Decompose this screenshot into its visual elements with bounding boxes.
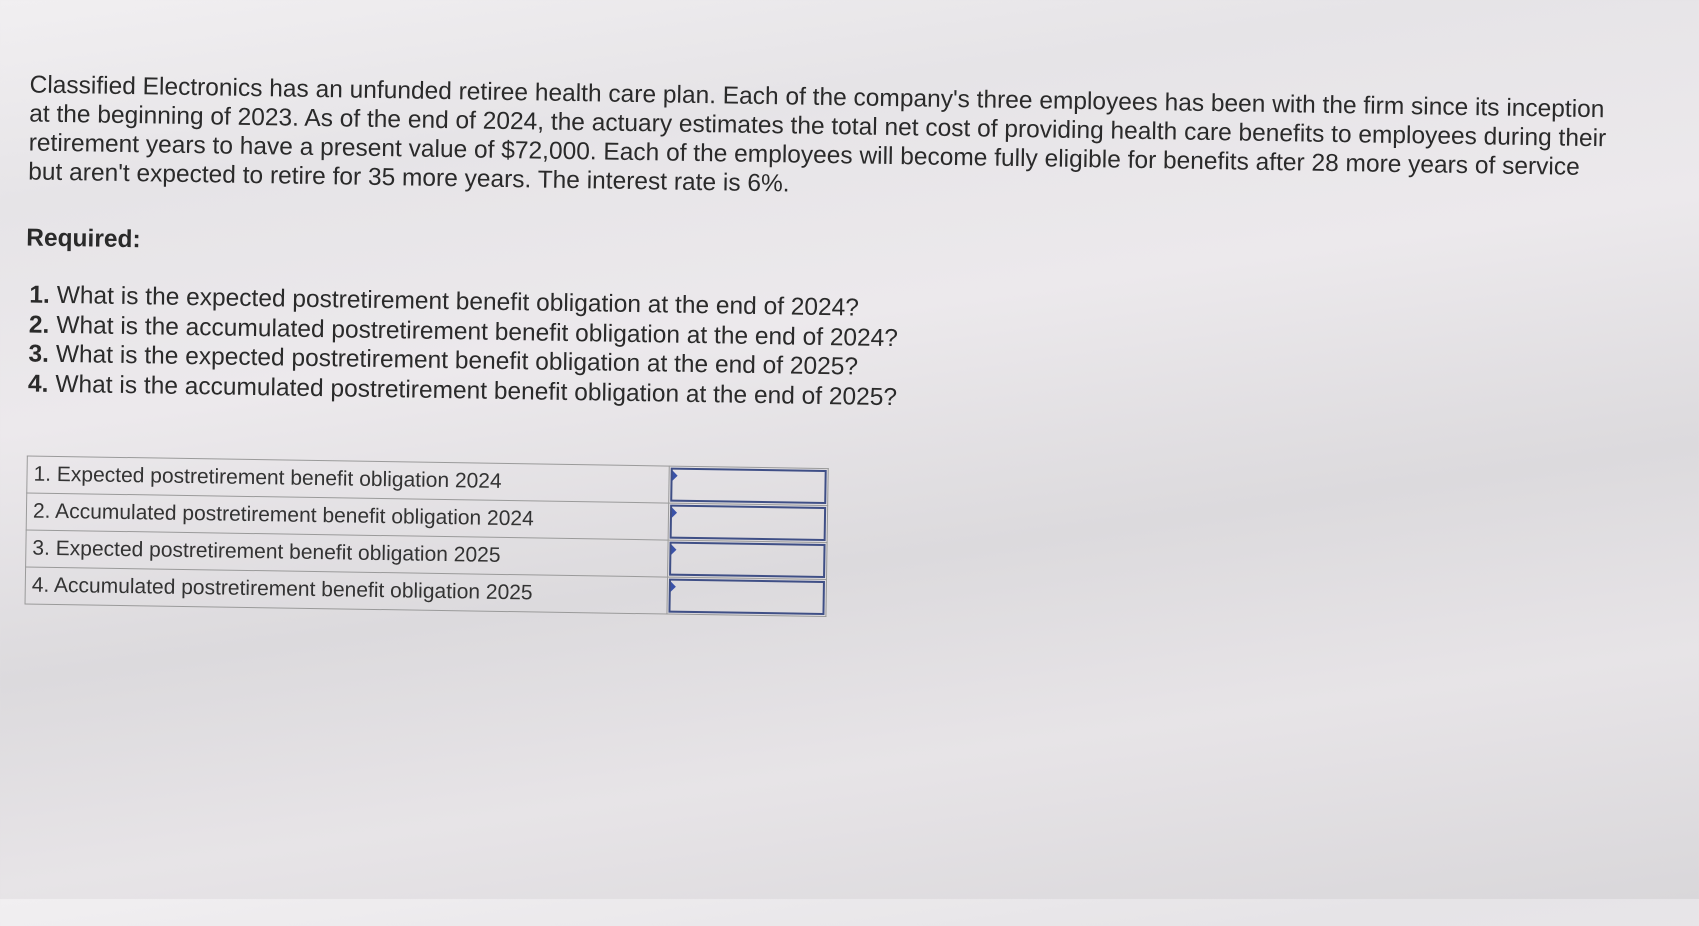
question-list [28,280,899,412]
question-text: What is the accumulated postretirement benefit obligation at the end of 2025? [55,370,898,411]
question-number: 3. [28,340,50,368]
question-number: 2. [28,310,50,339]
answer-label: 3. Expected postretirement benefit obligation 2025 [26,530,669,577]
question-text: What is the expected postretirement benefit obligation at the end of 2025? [55,340,859,381]
answer-label: 2. Accumulated postretirement benefit obligation 2024 [26,493,669,540]
problem-statement: Classified Electronics has an unfunded retiree health care plan. Each of the company's three employees has been with the firm since its inception at the beginning of 2023. As of the end of 2024, the actuary estimates the total net cost of providing health care benefits to employees during their retirement years to have a present value of $72,000. Each of the employees will become fully eligible for benefits after 28 more years of service but aren't expected to retire for 35 more years. The interest rate is 6%. [28,71,1607,198]
required-heading: Required: [26,224,141,254]
answer-input-accumulated-2024[interactable] [670,505,827,541]
answer-input-expected-2025[interactable] [669,542,826,578]
answer-input-expected-2024[interactable] [670,468,827,504]
answer-cell [668,540,828,579]
answer-cell [669,466,829,505]
question-number: 1. [29,281,51,309]
answer-label: 4. Accumulated postretirement benefit obligation 2025 [25,567,668,614]
answer-cell [668,503,828,542]
answer-table [25,455,829,617]
question-text: What is the accumulated postretirement benefit obligation at the end of 2024? [56,311,899,352]
question-text: What is the expected postretirement benefit obligation at the end of 2024? [56,281,860,322]
answer-cell [667,577,827,616]
question-number: 4. [27,369,49,398]
answer-label: 1. Expected postretirement benefit obligation 2024 [27,456,670,503]
answer-input-accumulated-2025[interactable] [668,579,825,615]
